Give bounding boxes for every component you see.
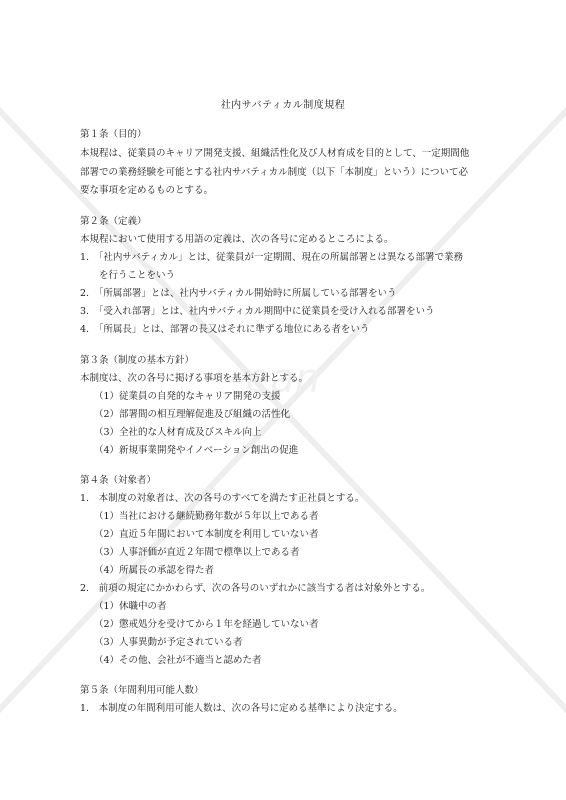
article-5-paragraph-1: 1. 本制度の年間利用可能人数は、次の各号に定める基準により決定する。 bbox=[80, 703, 403, 714]
article-4-item: （4）所属長の承認を得た者 bbox=[94, 565, 215, 576]
article-2-intro: 本規程において使用する用語の定義は、次の各号に定めるところによる。 bbox=[80, 234, 394, 245]
article-2-item: 3. 「受入れ部署」とは、社内サバティカル期間中に従業員を受け入れる部署をいう bbox=[80, 306, 435, 317]
article-2-item: 2. 「所属部署」とは、社内サバティカル開始時に所属している部署をいう bbox=[80, 288, 397, 299]
article-3-item: （1）従業員の自発的なキャリア開発の支援 bbox=[94, 391, 281, 402]
article-4-item: （3）人事異動が予定されている者 bbox=[94, 637, 243, 648]
article-4-heading: 第４条（対象者） bbox=[80, 475, 157, 486]
article-3-item: （2）部署間の相互理解促進及び組織の活性化 bbox=[94, 409, 291, 420]
article-2-item: を行うことをいう bbox=[80, 270, 176, 281]
article-4-item: （2）懲戒処分を受けてから１年を経過していない者 bbox=[94, 619, 319, 630]
article-4-item: （1）休職中の者 bbox=[94, 601, 167, 612]
article-4-item: （2）直近５年間において本制度を利用していない者 bbox=[94, 529, 319, 540]
article-4-item: （3）人事評価が直近２年間で標準以上である者 bbox=[94, 547, 300, 558]
article-3-intro: 本制度は、次の各号に掲げる事項を基本方針とする。 bbox=[80, 373, 309, 384]
article-4-item: （4）その他、会社が不適当と認めた者 bbox=[94, 655, 262, 666]
article-2-item: 4. 「所属長」とは、部署の長又はそれに準ずる地位にある者をいう bbox=[80, 324, 370, 335]
article-1-line: 本規程は、従業員のキャリア開発支援、組織活性化及び人材育成を目的として、一定期間他 bbox=[80, 148, 470, 159]
article-4-paragraph-2: 2. 前項の規定にかかわらず、次の各号のいずれかに該当する者は対象外とする。 bbox=[80, 583, 431, 594]
article-4-paragraph-1: 1. 本制度の対象者は、次の各号のすべてを満たす正社員とする。 bbox=[80, 493, 365, 504]
article-1-heading: 第１条（目的） bbox=[80, 129, 147, 140]
watermark-logo-text: ean bbox=[245, 356, 321, 402]
article-1-line: 要な事項を定めるものとする。 bbox=[80, 185, 214, 196]
article-2-item: 1. 「社内サバティカル」とは、従業員が一定期間、現在の所属部署とは異なる部署で業務 bbox=[80, 252, 463, 263]
article-3-item: （4）新規事業開発やイノベーション創出の促進 bbox=[94, 445, 299, 456]
article-1-line: 部署での業務経験を可能とする社内サバティカル制度（以下「本制度」という）について必 bbox=[80, 167, 468, 178]
article-3-item: （3）全社的な人材育成及びスキル向上 bbox=[94, 427, 262, 438]
article-5-heading: 第５条（年間利用可能人数） bbox=[80, 685, 204, 696]
article-4-item: （1）当社における継続勤務年数が５年以上である者 bbox=[94, 511, 319, 522]
article-3-heading: 第３条（制度の基本方針） bbox=[80, 355, 195, 366]
document-title: 社内サバティカル制度規程 bbox=[220, 100, 346, 111]
article-2-heading: 第２条（定義） bbox=[80, 216, 147, 227]
